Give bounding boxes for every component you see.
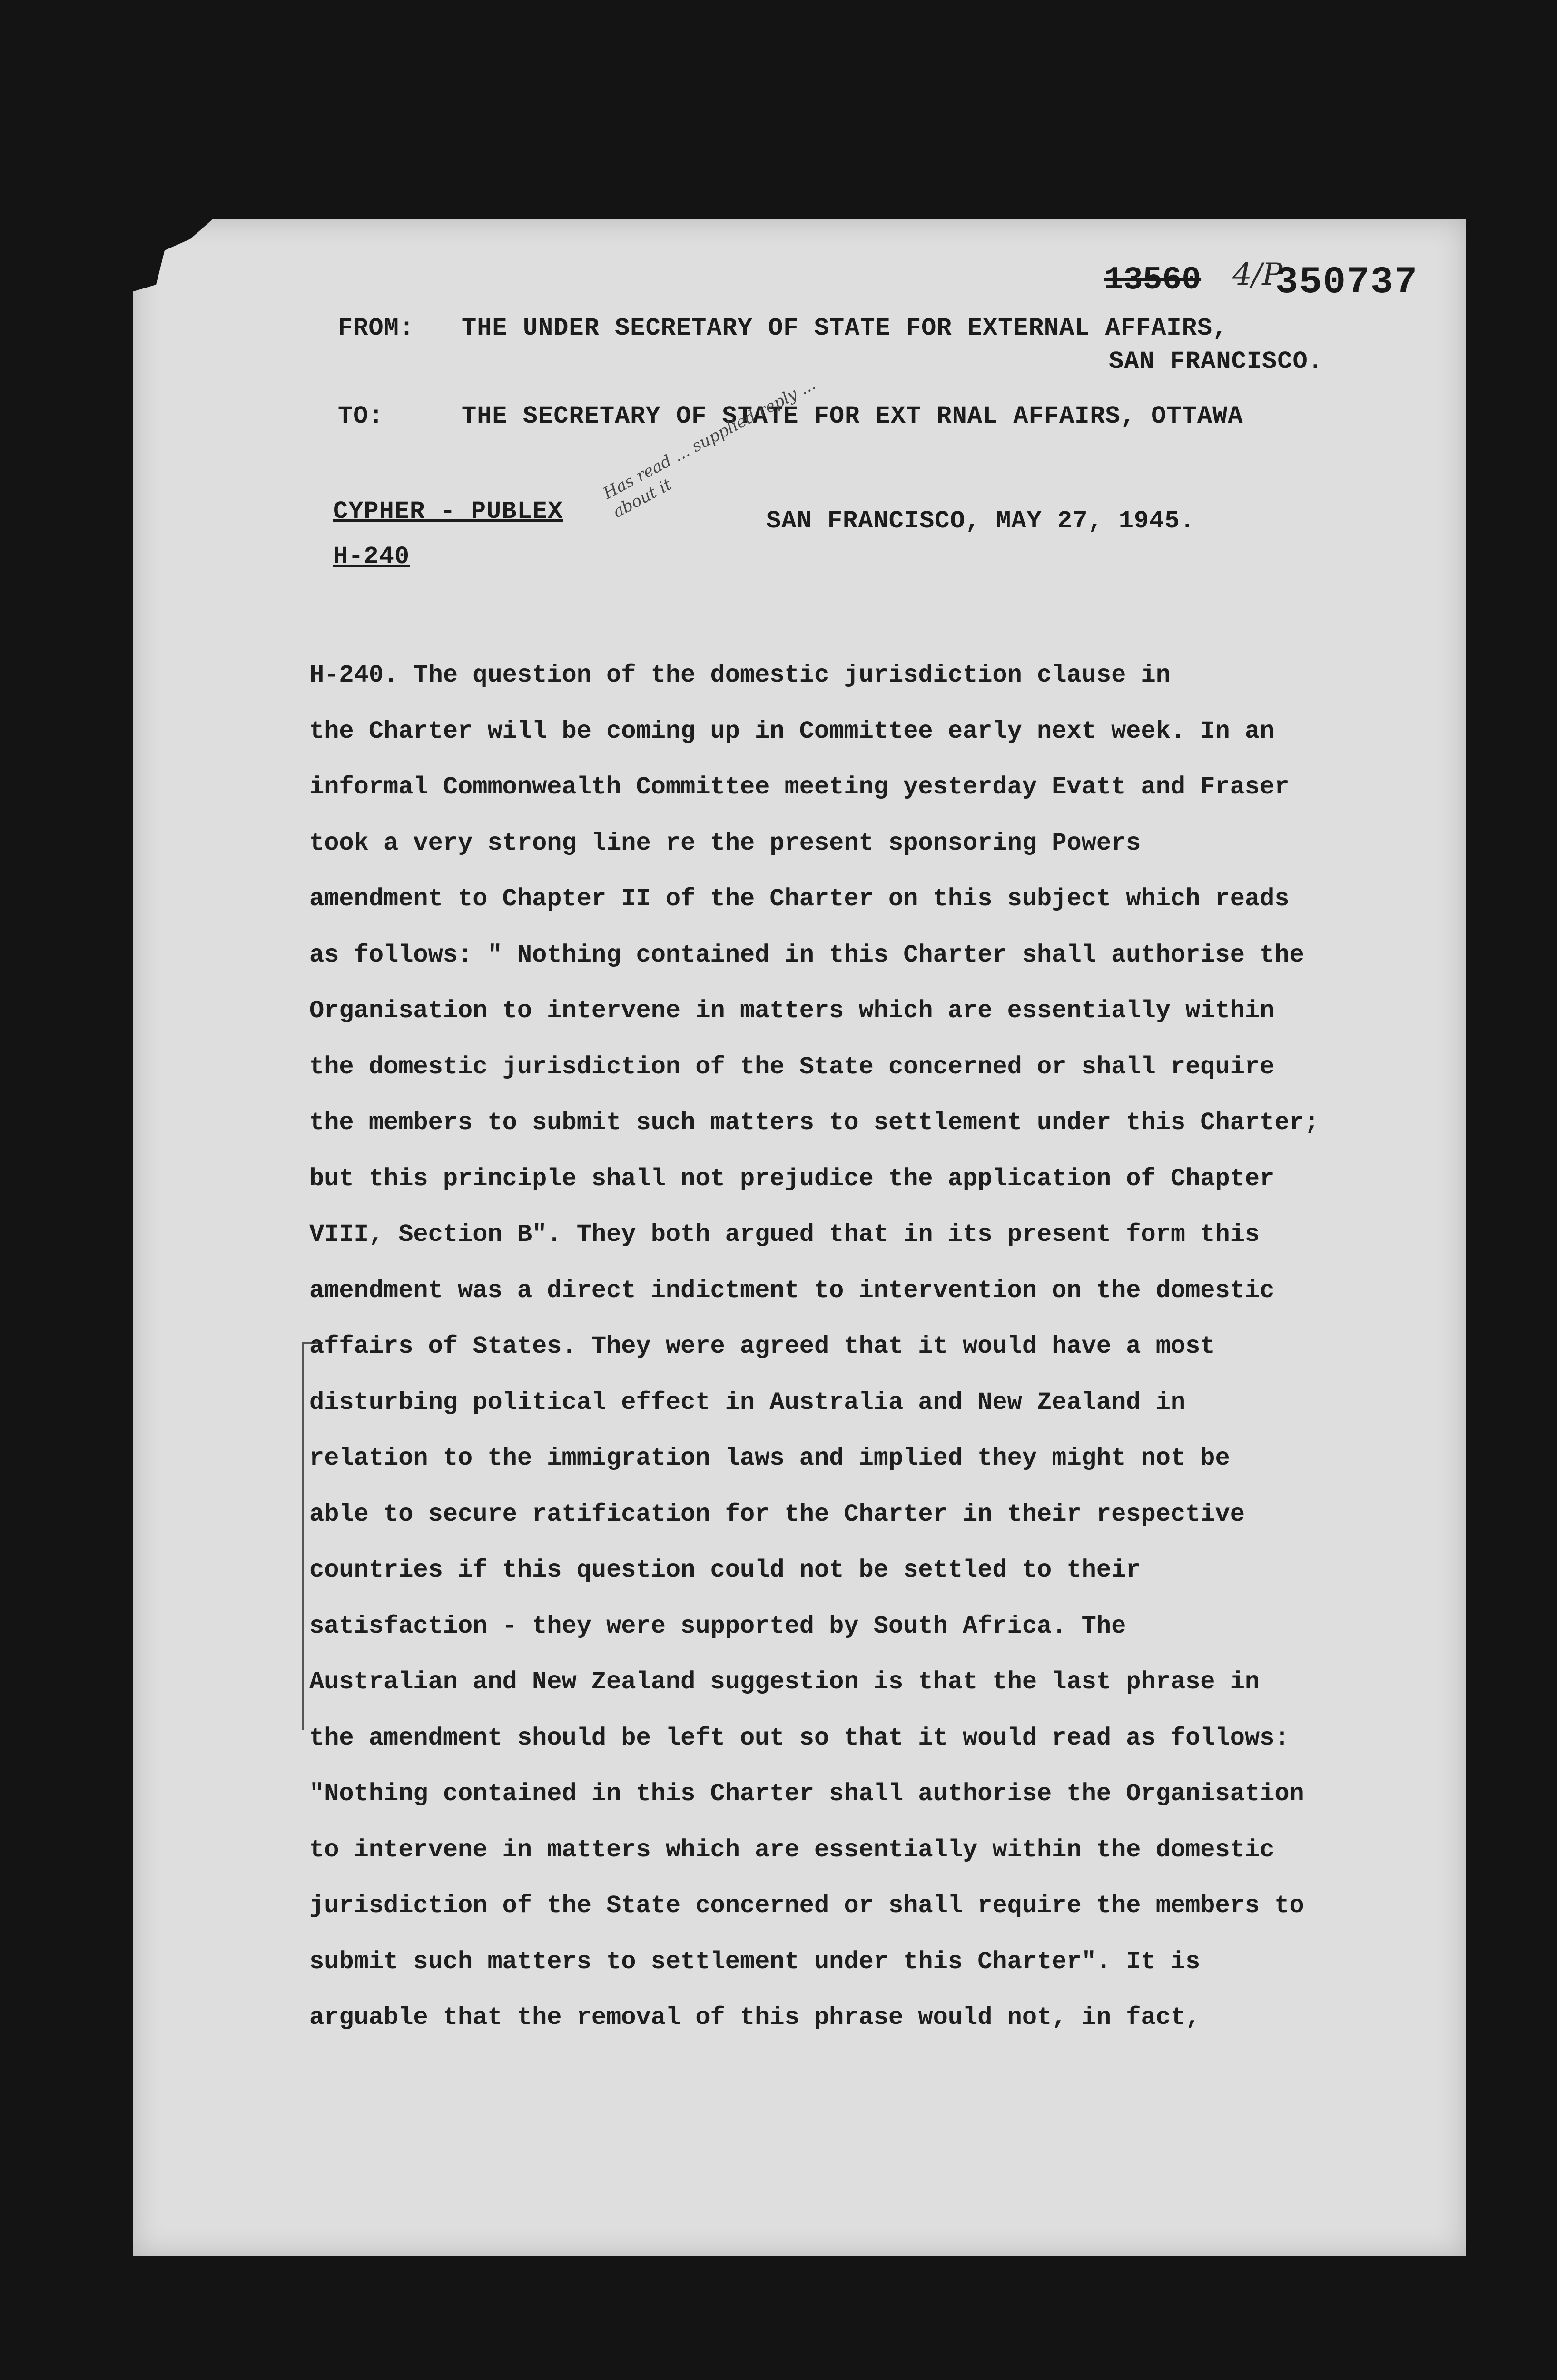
body-line: arguable that the removal of this phrase would not, in fact, — [309, 2003, 1201, 2032]
body-line: amendment was a direct indictment to intervention on the domestic — [309, 1276, 1275, 1305]
from-location: SAN FRANCISCO. — [1109, 347, 1323, 376]
body-line: the amendment should be left out so that it would read as follows: — [309, 1724, 1290, 1752]
body-line: VIII, Section B". They both argued that in its present form this — [309, 1220, 1260, 1249]
document-page — [133, 219, 1466, 2256]
struck-reference-number: 13560 — [1104, 262, 1202, 298]
body-line: Organisation to intervene in matters which are essentially within — [309, 997, 1275, 1025]
handwritten-annotation: Has read ... supplied reply ... about it — [600, 375, 819, 522]
body-line: as follows: " Nothing contained in this Charter shall authorise the — [309, 941, 1304, 969]
body-line: affairs of States. They were agreed that it would have a most — [309, 1332, 1215, 1360]
body-line: but this principle shall not prejudice the application of Chapter — [309, 1164, 1275, 1193]
place-date: SAN FRANCISCO, MAY 27, 1945. — [766, 507, 1195, 535]
body-line: the domestic jurisdiction of the State concerned or shall require — [309, 1052, 1275, 1081]
body-line: Australian and New Zealand suggestion is that the last phrase in — [309, 1668, 1260, 1696]
document-number: 350737 — [1275, 261, 1419, 304]
body-line: the Charter will be coming up in Committee early next week. In an — [309, 717, 1275, 745]
body-line: to intervene in matters which are essentially within the domestic — [309, 1835, 1275, 1864]
body-line: took a very strong line re the present sponsoring Powers — [309, 829, 1141, 857]
body-line: satisfaction - they were supported by South Africa. The — [309, 1612, 1126, 1640]
from-label: FROM: — [338, 314, 415, 342]
message-number: H-240 — [333, 543, 410, 571]
cypher-label: CYPHER - PUBLEX — [333, 497, 563, 526]
torn-corner — [130, 216, 216, 292]
to-label: TO: — [338, 402, 384, 430]
body-line: able to secure ratification for the Charter in their respective — [309, 1500, 1245, 1528]
body-line: disturbing political effect in Australia and New Zealand in — [309, 1388, 1186, 1417]
body-line: informal Commonwealth Committee meeting yesterday Evatt and Fraser — [309, 773, 1290, 801]
body-line: the members to submit such matters to settlement under this Charter; — [309, 1109, 1319, 1137]
body-line: relation to the immigration laws and implied they might not be — [309, 1444, 1230, 1472]
body-line: "Nothing contained in this Charter shall authorise the Organisation — [309, 1780, 1304, 1808]
body-line: jurisdiction of the State concerned or shall require the members to — [309, 1892, 1304, 1920]
from-value: THE UNDER SECRETARY OF STATE FOR EXTERNAL AFFAIRS, — [462, 314, 1228, 342]
body-line: amendment to Chapter II of the Charter on this subject which reads — [309, 885, 1290, 913]
body-line: countries if this question could not be settled to their — [309, 1556, 1141, 1584]
handwritten-reference: 4/P — [1232, 257, 1283, 292]
body-line: H-240. The question of the domestic jurisdiction clause in — [309, 661, 1171, 689]
to-value: THE SECRETARY OF STATE FOR EXT RNAL AFFAIRS, OTTAWA — [462, 402, 1243, 430]
body-line: submit such matters to settlement under this Charter". It is — [309, 1947, 1201, 1976]
message-body — [309, 647, 1442, 2046]
